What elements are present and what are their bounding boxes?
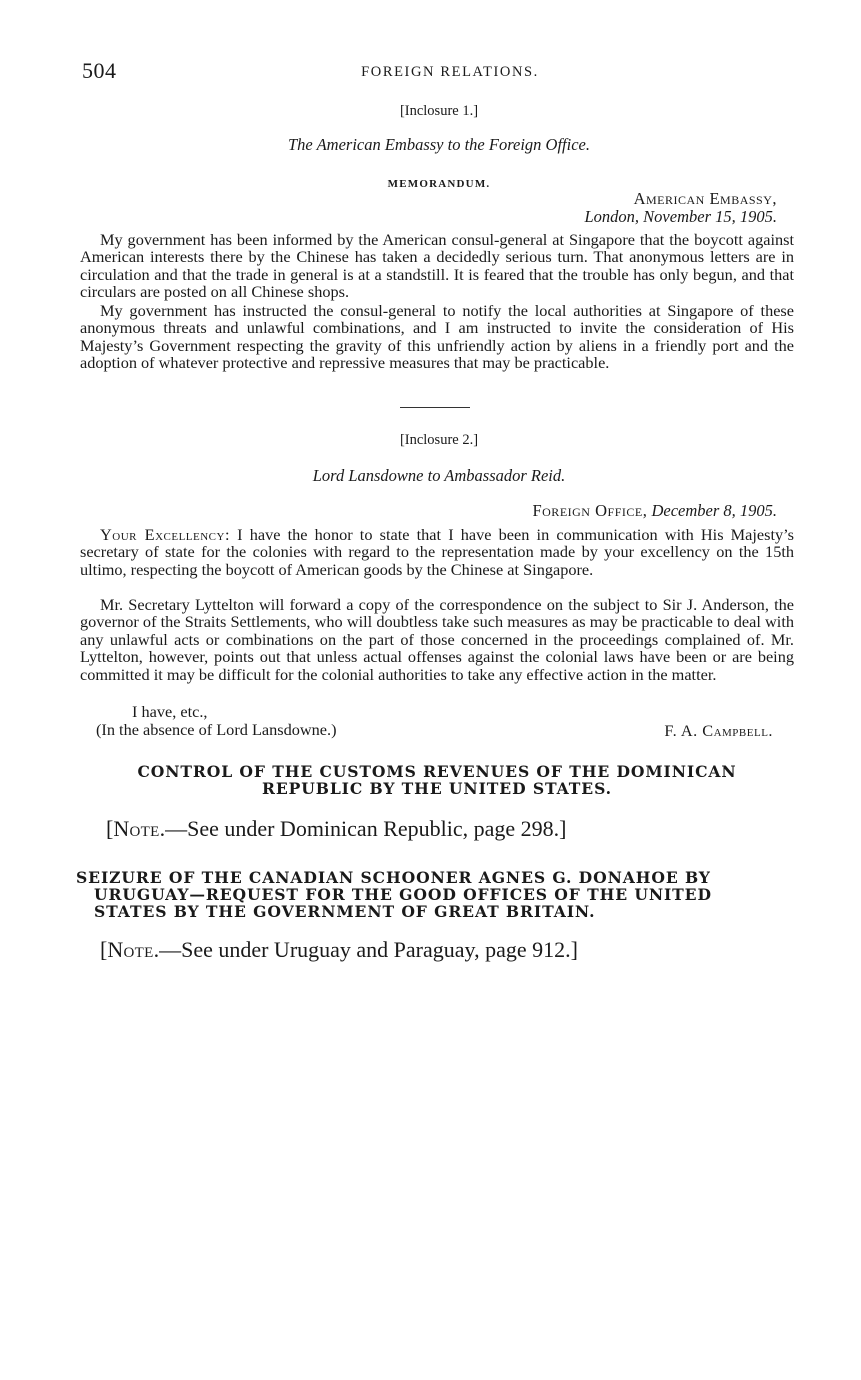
memo-date: London, November 15, 1905.: [584, 207, 777, 226]
section-2-heading-line-1: SEIZURE OF THE CANADIAN SCHOONER AGNES G. DONAHOE BY: [76, 868, 711, 887]
page-number: 504: [82, 58, 117, 83]
section-2-heading-line-2: URUGUAY—REQUEST FOR THE GOOD OFFICES OF THE UNITED: [94, 885, 712, 904]
memo-dateline: [585, 190, 778, 226]
section-1-heading-line-1: CONTROL OF THE CUSTOMS REVENUES OF THE DOMINICAN: [137, 762, 737, 781]
section-2-note-text: .—See under Uruguay and Paraguay, page 912.]: [153, 937, 578, 962]
section-1-note-word: Note: [113, 816, 160, 841]
letter-paragraph-1-text: I have the honor to state that I have been in communication with His Majesty’s secretary of state for the colonies with regard to the representation made by your excellency on the 15th ultimo, respecting the boycott of American goods by the Chinese at Singapore.: [80, 525, 794, 579]
signature: F. A. Campbell.: [664, 721, 773, 740]
letter-dateline: [532, 502, 777, 520]
inclosure-2-title: Lord Lansdowne to Ambassador Reid.: [312, 466, 566, 485]
running-head: FOREIGN RELATIONS.: [361, 64, 539, 80]
salutation: Your Excellency:: [100, 525, 230, 544]
section-1-note: [106, 816, 566, 842]
memorandum-heading: MEMORANDUM.: [387, 178, 491, 190]
letter-paragraph-1: [80, 526, 794, 578]
section-1-heading: [82, 763, 792, 797]
section-2-note-word: Note: [107, 937, 154, 962]
inclosure-1-label: [Inclosure 1.]: [399, 103, 479, 119]
section-1-note-text: .—See under Dominican Republic, page 298.]: [159, 816, 567, 841]
letter-date: December 8, 1905.: [651, 501, 777, 520]
section-1-heading-line-2: REPUBLIC BY THE UNITED STATES.: [261, 779, 613, 798]
section-2-note: [100, 937, 578, 963]
section-2-note-bracket: [: [100, 937, 108, 962]
inclosure-1-title: The American Embassy to the Foreign Office.: [288, 135, 590, 154]
section-2-heading: [76, 869, 790, 920]
section-2-heading-line-3: STATES BY THE GOVERNMENT OF GREAT BRITAIN.: [94, 902, 596, 921]
memo-place: American Embassy,: [633, 189, 777, 208]
section-1-note-bracket: [: [106, 816, 114, 841]
letter-place: Foreign Office,: [532, 501, 648, 520]
inclosure-2-label: [Inclosure 2.]: [399, 432, 479, 448]
closing: I have, etc.,: [132, 702, 208, 721]
letter-paragraph-2: Mr. Secretary Lyttelton will forward a copy of the correspondence on the subject to Sir J. Anderson, the governor of the Straits Settlements, who will doubtless take such measures as may be practicable to deal with any unlawful acts or combinations on the part of those concerned in the proceedings complained of. Mr. Lyttelton, however, points out that unless actual offenses against the colonial laws have been or are being committed it may be difficult for the colonial authorities to take any effective action in the matter.: [80, 595, 794, 684]
page-header: [82, 58, 782, 86]
section-divider: [400, 407, 470, 408]
memo-paragraph-1: My government has been informed by the American consul-general at Singapore that the boycott against American interests there by the Chinese has taken a decidedly serious turn. That anonymous letters are in circulation and that the trade in general is at a standstill. It is feared that the trouble has only begun, and that circulars are posted on all Chinese shops.: [80, 230, 794, 302]
absence-note: (In the absence of Lord Lansdowne.): [96, 720, 337, 739]
memo-paragraph-2: My government has instructed the consul-general to notify the local authorities at Singapore of these anonymous threats and unlawful combinations, and I am instructed to invite the consideration of His Majesty’s Government respecting the gravity of this unfriendly action by aliens in a friendly port and the adoption of whatever protective and repressive measures that may be practicable.: [80, 301, 794, 373]
